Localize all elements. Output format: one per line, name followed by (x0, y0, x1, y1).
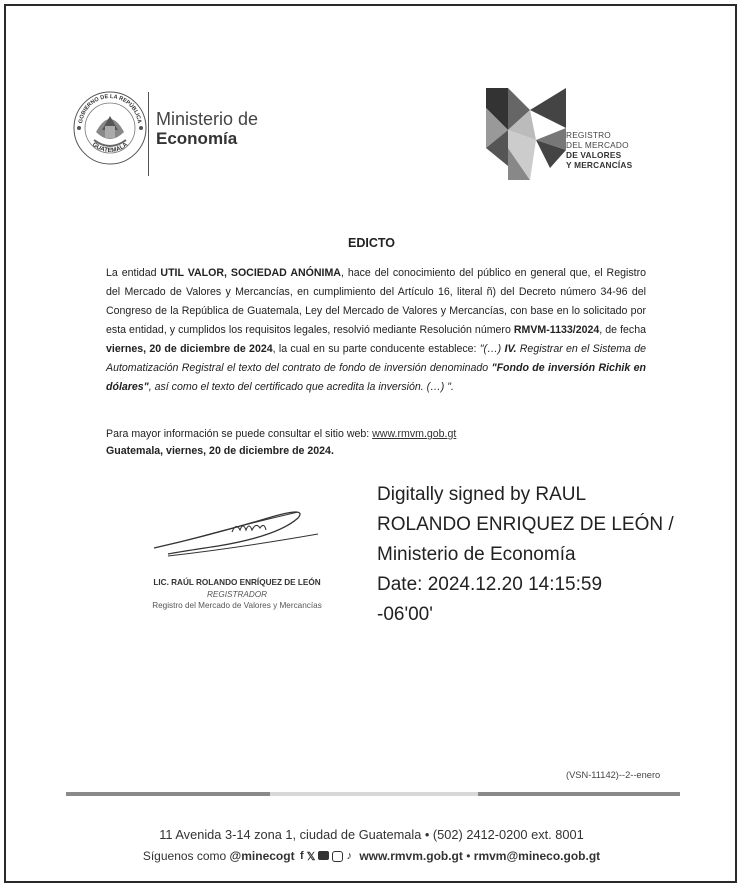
p1: La entidad (106, 267, 161, 279)
quote-text: Registrar en el Sistema de Automatización Registral el texto del contrato de fondo de inversión denominado (106, 343, 646, 374)
ministry-line1: Ministerio de (156, 109, 259, 129)
signer-name: LIC. RAÚL ROLANDO ENRÍQUEZ DE LEÓN (153, 578, 321, 587)
info-block (106, 426, 456, 460)
seal-ring-text-bottom: GUATEMALA (90, 141, 130, 155)
footer-separator: • (466, 849, 471, 863)
digital-line2: ROLANDO ENRIQUEZ DE LEÓN / (377, 514, 674, 535)
ministry-logo-text (156, 109, 258, 149)
quote-end: , así como el texto del certificado que acredita la inversión. (…) ". (148, 381, 454, 393)
rmvm-logo (486, 88, 566, 180)
edict-paragraph (106, 264, 646, 397)
fund-name: "Fondo de inversión Richik en dólares" (106, 362, 646, 393)
digital-line3: Ministerio de Economía (377, 544, 576, 565)
footer-address: 11 Avenida 3-14 zona 1, ciudad de Guatemala • (502) 2412-0200 ext. 8001 (159, 827, 584, 842)
info-text: Para mayor información se puede consultar el sitio web: (106, 428, 373, 440)
tiktok-icon[interactable]: ♪ (346, 850, 352, 863)
digital-line1: Digitally signed by RAUL (377, 484, 587, 505)
rmvm-line3: DE VALORES (566, 150, 622, 160)
digital-line5: -06'00' (377, 604, 433, 625)
rmvm-logo-text (566, 130, 632, 170)
resolution-date: viernes, 20 de diciembre de 2024 (106, 343, 273, 355)
digital-signature (377, 480, 674, 630)
footer-social (0, 849, 743, 863)
instagram-icon[interactable] (332, 851, 343, 862)
youtube-icon[interactable] (318, 851, 329, 860)
ministry-divider (148, 92, 149, 176)
follow-text: Síguenos como (142, 849, 230, 863)
rmvm-line4: Y MERCANCÍAS (566, 160, 633, 170)
p3: , de fecha (599, 324, 646, 336)
p4: , la cual en su parte conducente establece: (272, 343, 480, 355)
signer-role: REGISTRADOR (206, 590, 268, 599)
footer-email[interactable]: rmvm@mineco.gob.gt (473, 849, 601, 863)
seal-ring-text-top: GOBIERNO DE LA REPÚBLICA (78, 93, 142, 124)
rmvm-line1: REGISTRO (566, 130, 611, 140)
quote-bold: IV. (504, 343, 517, 355)
footer-divider-highlight (270, 792, 478, 796)
facebook-icon[interactable]: f (299, 850, 304, 863)
footer-website[interactable]: www.rmvm.gob.gt (359, 849, 463, 863)
guatemala-seal-logo (72, 86, 148, 172)
place-date: Guatemala, viernes, 20 de diciembre de 2024. (106, 445, 334, 457)
ministry-line2: Economía (156, 129, 238, 148)
social-handle: @minecogt (229, 849, 295, 863)
resolution-number: RMVM-1133/2024 (513, 324, 600, 336)
x-icon[interactable]: 𝕏 (306, 851, 316, 864)
svg-text:GUATEMALA (91, 141, 130, 154)
signer-organization: Registro del Mercado de Valores y Mercancías (152, 601, 322, 610)
website-link[interactable]: www.rmvm.gob.gt (372, 428, 457, 440)
digital-line4: Date: 2024.12.20 14:15:59 (377, 574, 603, 595)
quote-start: "(…) (479, 343, 505, 355)
edict-title: EDICTO (348, 236, 395, 250)
publication-code: (VSN-11142)--2--enero (566, 770, 661, 780)
p2: , hace del conocimiento del público en general que, el Registro del Mercado de Valores y Mercancías, en cumplimiento del Artículo 16, literal ñ) del Decreto número 34-96 del Congreso de la República de Guatemala, Ley del Mercado de Valores y Mercancías, con base en lo solicitado por esta entidad, y cumplidos los requisitos legales, resolvió mediante Resolución número (106, 267, 646, 336)
handwritten-signature (148, 496, 326, 572)
rmvm-line2: DEL MERCADO (566, 140, 629, 150)
entity-name: UTIL VALOR, SOCIEDAD ANÓNIMA (160, 267, 341, 279)
